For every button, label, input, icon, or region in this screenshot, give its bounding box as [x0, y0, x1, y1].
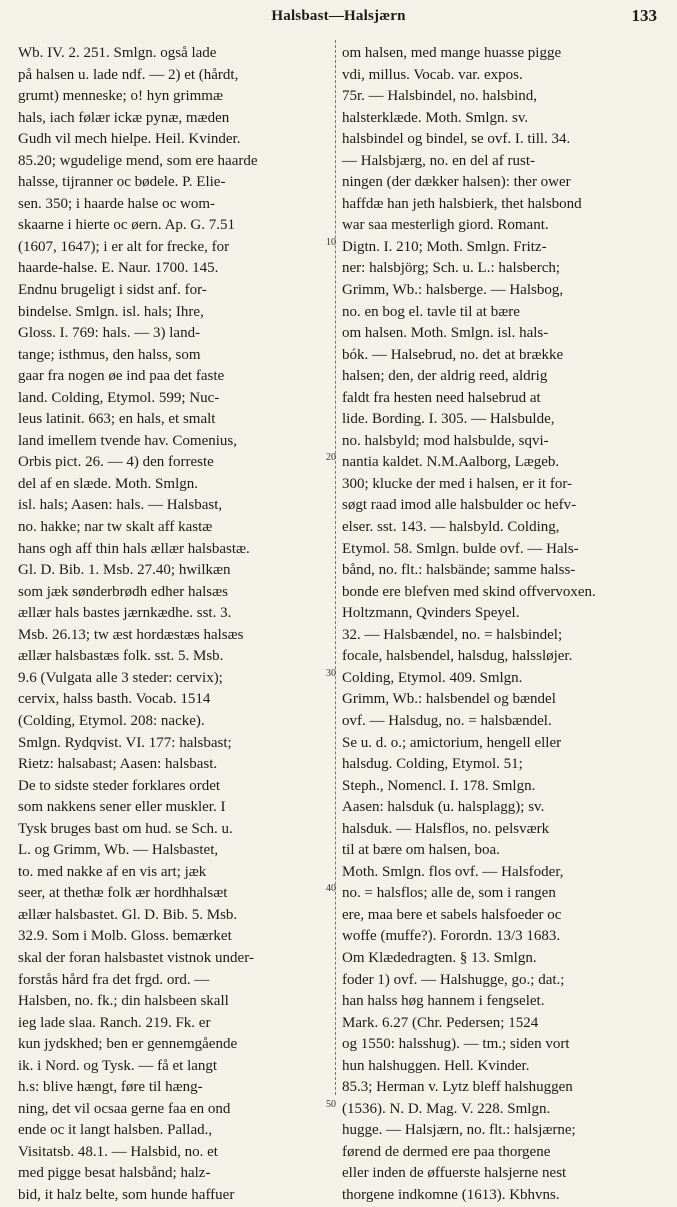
line-number: 10: [326, 237, 336, 248]
text-line: ende oc it langt halsben. Pallad.,: [18, 1122, 213, 1139]
text-line: leus latinit. 663; en hals, et smalt: [18, 411, 216, 428]
text-line: 32.9. Som i Molb. Gloss. bemærket: [18, 928, 232, 945]
text-line: ællær halsbastæs folk. sst. 5. Msb.: [18, 648, 224, 665]
text-line: eller inden de øffuerste halsjerne nest: [342, 1165, 567, 1182]
text-line: ællær hals bastes jærnkædhe. sst. 3.: [18, 605, 232, 622]
text-line: skaarne i hierte oc øern. Ap. G. 7.51: [18, 217, 236, 234]
text-line: ællær halsbastet. Gl. D. Bib. 5. Msb.: [18, 906, 238, 923]
text-line: Gudh vil mech hielpe. Heil. Kvinder.: [18, 131, 241, 148]
text-line: halsbindel og bindel, se ovf. I. till. 34.: [342, 131, 571, 148]
line-number: 50: [326, 1099, 336, 1110]
text-line: haarde-halse. E. Naur. 1700. 145.: [18, 260, 219, 277]
text-line: cervix, halss basth. Vocab. 1514: [18, 691, 211, 708]
text-line: Moth. Smlgn. flos ovf. — Halsfoder,: [342, 863, 564, 880]
text-line: tange; isthmus, den halss, som: [18, 346, 201, 363]
text-line: på halsen u. lade ndf. — 2) et (hårdt,: [18, 66, 239, 83]
text-line: hun halshuggen. Hell. Kvinder.: [342, 1057, 530, 1074]
text-line: til at bære om halsen, boa.: [342, 842, 500, 859]
text-line: (1536). N. D. Mag. V. 228. Smlgn.: [342, 1100, 551, 1117]
text-line: no. hakke; nar tw skalt aff kastæ: [18, 519, 213, 536]
text-line: om halsen, med mange huasse pigge: [342, 45, 562, 61]
text-line: ieg lade slaa. Ranch. 219. Fk. er: [18, 1014, 211, 1031]
text-line: halsdug. Colding, Etymol. 51;: [342, 756, 523, 773]
text-line: halsduk. — Halsflos, no. pelsværk: [342, 820, 550, 837]
text-line: ik. i Nord. og Tysk. — få et langt: [18, 1057, 218, 1074]
text-line: seer, at thethæ folk ær hordhhalsæt: [18, 885, 228, 902]
text-line: førend de dermed ere paa thorgene: [342, 1143, 551, 1160]
text-line: sen. 350; i haarde halse oc wom-: [18, 195, 216, 212]
text-line: land. Colding, Etymol. 599; Nuc-: [18, 389, 220, 406]
text-line: Endnu brugeligt i sidst anf. for-: [18, 282, 207, 299]
page-header: [0, 0, 677, 34]
line-number: 20: [326, 452, 336, 463]
text-line: halsen; den, der aldrig reed, aldrig: [342, 368, 548, 385]
text-line: nantia kaldet. N.M.Aalborg, Lægeb.: [342, 454, 560, 471]
text-line: lide. Bording. I. 305. — Halsbulde,: [342, 411, 555, 428]
text-line: 32. — Halsbændel, no. = halsbindel;: [342, 626, 563, 643]
text-line: halsterklæde. Moth. Smlgn. sv.: [342, 109, 529, 126]
text-line: Colding, Etymol. 409. Smlgn.: [342, 669, 523, 686]
left-column: [18, 43, 328, 1203]
text-line: ovf. — Halsdug, no. = halsbændel.: [342, 712, 552, 729]
text-line: skal der foran halsbastet vistnok under-: [18, 949, 254, 966]
text-line: faldt fra hesten need halsebrud at: [342, 389, 541, 406]
text-line: som jæk sønderbrødh edher halsæs: [18, 583, 228, 600]
text-line: hugge. — Halsjærn, no. flt.: halsjærne;: [342, 1122, 576, 1139]
text-line: war saa mesterligh giord. Romant.: [342, 217, 549, 234]
text-line: som nakkens sener eller muskler. I: [18, 799, 226, 816]
text-line: Rietz: halsabast; Aasen: halsbast.: [18, 756, 218, 773]
text-line: Smlgn. Rydqvist. VI. 177: halsbast;: [18, 734, 232, 751]
text-line: grumt) menneske; o! hyn grimmæ: [18, 88, 223, 105]
text-line: land imellem tvende hav. Comenius,: [18, 432, 237, 449]
text-line: Etymol. 58. Smlgn. bulde ovf. — Hals-: [342, 540, 579, 557]
text-line: del af en slæde. Moth. Smlgn.: [18, 475, 198, 492]
text-line: thorgene indkomne (1613). Kbhvns.: [342, 1186, 560, 1203]
text-line: ning, det vil ocsaa gerne faa en ond: [18, 1100, 231, 1117]
text-line: Orbis pict. 26. — 4) den forreste: [18, 454, 214, 471]
text-line: Aasen: halsduk (u. halsplagg); sv.: [342, 799, 545, 816]
line-number: 40: [326, 883, 336, 894]
text-line: gaar fra nogen øe ind paa det faste: [18, 368, 225, 385]
text-line: 85.3; Herman v. Lytz bleff halshuggen: [342, 1079, 573, 1096]
text-line: Visitatsb. 48.1. — Halsbid, no. et: [18, 1143, 218, 1160]
text-line: no. halsbyld; mod halsbulde, sqvi-: [342, 432, 549, 449]
text-line: De to sidste steder forklares ordet: [18, 777, 221, 794]
text-line: h.s: blive hængt, føre til hæng-: [18, 1079, 203, 1096]
text-line: Gloss. I. 769: hals. — 3) land-: [18, 325, 201, 342]
text-line: Digtn. I. 210; Moth. Smlgn. Fritz-: [342, 238, 547, 255]
text-line: med pigge besat halsbånd; halz-: [18, 1165, 211, 1182]
text-line: vdi, millus. Vocab. var. expos.: [342, 66, 523, 83]
text-line: 85.20; wgudelige mend, som ere haarde: [18, 152, 258, 169]
text-line: Tysk bruges bast om hud. se Sch. u.: [18, 820, 233, 837]
text-line: no. en bog el. tavle til at bære: [342, 303, 520, 320]
text-line: ner: halsbjörg; Sch. u. L.: halsberch;: [342, 260, 561, 277]
text-line: L. og Grimm, Wb. — Halsbastet,: [18, 842, 219, 859]
text-line: no. = halsflos; alle de, som i rangen: [342, 885, 556, 902]
text-line: focale, halsbendel, halsdug, halssløjer.: [342, 648, 573, 665]
text-line: bindelse. Smlgn. isl. hals; Ihre,: [18, 303, 204, 320]
text-line: bonde ere blefven med skind offvervoxen.: [342, 583, 596, 600]
text-line: to. med nakke af en vis art; jæk: [18, 863, 207, 880]
text-line: ningen (der dækker halsen): ther ower: [342, 174, 571, 191]
text-line: elser. sst. 143. — halsbyld. Colding,: [342, 519, 560, 536]
page-number: 133: [631, 6, 657, 25]
text-line: isl. hals; Aasen: hals. — Halsbast,: [18, 497, 223, 514]
text-line: han halss høg hannem i fengselet.: [342, 993, 545, 1010]
text-line: halsse, tijranner oc bødele. P. Elie-: [18, 174, 226, 191]
text-line: Gl. D. Bib. 1. Msb. 27.40; hwilkæn: [18, 562, 231, 579]
text-line: (1607, 1647); i er alt for frecke, for: [18, 238, 230, 255]
text-line: kun jydskhed; ben er gennemgående: [18, 1036, 238, 1053]
text-line: Halsben, no. fk.; din halsbeen skall: [18, 993, 229, 1010]
text-line: foder 1) ovf. — Halshugge, go.; dat.;: [342, 971, 565, 988]
text-line: Steph., Nomencl. I. 178. Smlgn.: [342, 777, 536, 794]
text-line: 75r. — Halsbindel, no. halsbind,: [342, 88, 537, 105]
text-line: hals, iach følær ickæ pynæ, mæden: [18, 109, 230, 126]
right-column: [342, 43, 660, 1203]
text-line: om halsen. Moth. Smlgn. isl. hals-: [342, 325, 549, 342]
text-line: Mark. 6.27 (Chr. Pedersen; 1524: [342, 1014, 539, 1031]
text-line: Grimm, Wb.: halsbendel og bændel: [342, 691, 556, 708]
text-line: og 1550: halsshug). — tm.; siden vort: [342, 1036, 570, 1053]
line-number: 30: [326, 668, 336, 679]
text-line: (Colding, Etymol. 208: nacke).: [18, 712, 205, 729]
text-line: 300; klucke der med i halsen, er it for-: [342, 475, 573, 492]
text-line: — Halsbjærg, no. en del af rust-: [342, 152, 536, 169]
text-line: Msb. 26.13; tw æst hordæstæs halsæs: [18, 626, 244, 643]
text-line: Grimm, Wb.: halsberge. — Halsbog,: [342, 282, 564, 299]
text-line: bid, it halz belte, som hunde haffuer: [18, 1186, 235, 1203]
text-line: Om Klædedragten. § 13. Smlgn.: [342, 949, 537, 966]
text-line: haffdæ han jeth halsbierk, thet halsbond: [342, 195, 582, 212]
text-line: Wb. IV. 2. 251. Smlgn. også lade: [18, 45, 217, 61]
column-divider: [335, 40, 337, 1095]
text-line: søgt raad imod alle halsbulder oc hefv-: [342, 497, 577, 514]
text-line: bók. — Halsebrud, no. det at brække: [342, 346, 564, 363]
text-line: woffe (muffe?). Forordn. 13/3 1683.: [342, 928, 561, 945]
running-head: Halsbast—Halsjærn: [271, 8, 406, 24]
text-line: 9.6 (Vulgata alle 3 steder: cervix);: [18, 669, 223, 686]
text-line: bånd, no. flt.: halsbände; samme halss-: [342, 562, 576, 579]
text-line: Holtzmann, Qvinders Speyel.: [342, 605, 520, 622]
text-line: forstås hård fra det frgd. ord. —: [18, 971, 210, 988]
text-line: ere, maa bere et sabels halsfoeder oc: [342, 906, 562, 923]
text-line: hans ogh aff thin hals ællær halsbastæ.: [18, 540, 250, 557]
text-line: Se u. d. o.; amictorium, hengell eller: [342, 734, 562, 751]
